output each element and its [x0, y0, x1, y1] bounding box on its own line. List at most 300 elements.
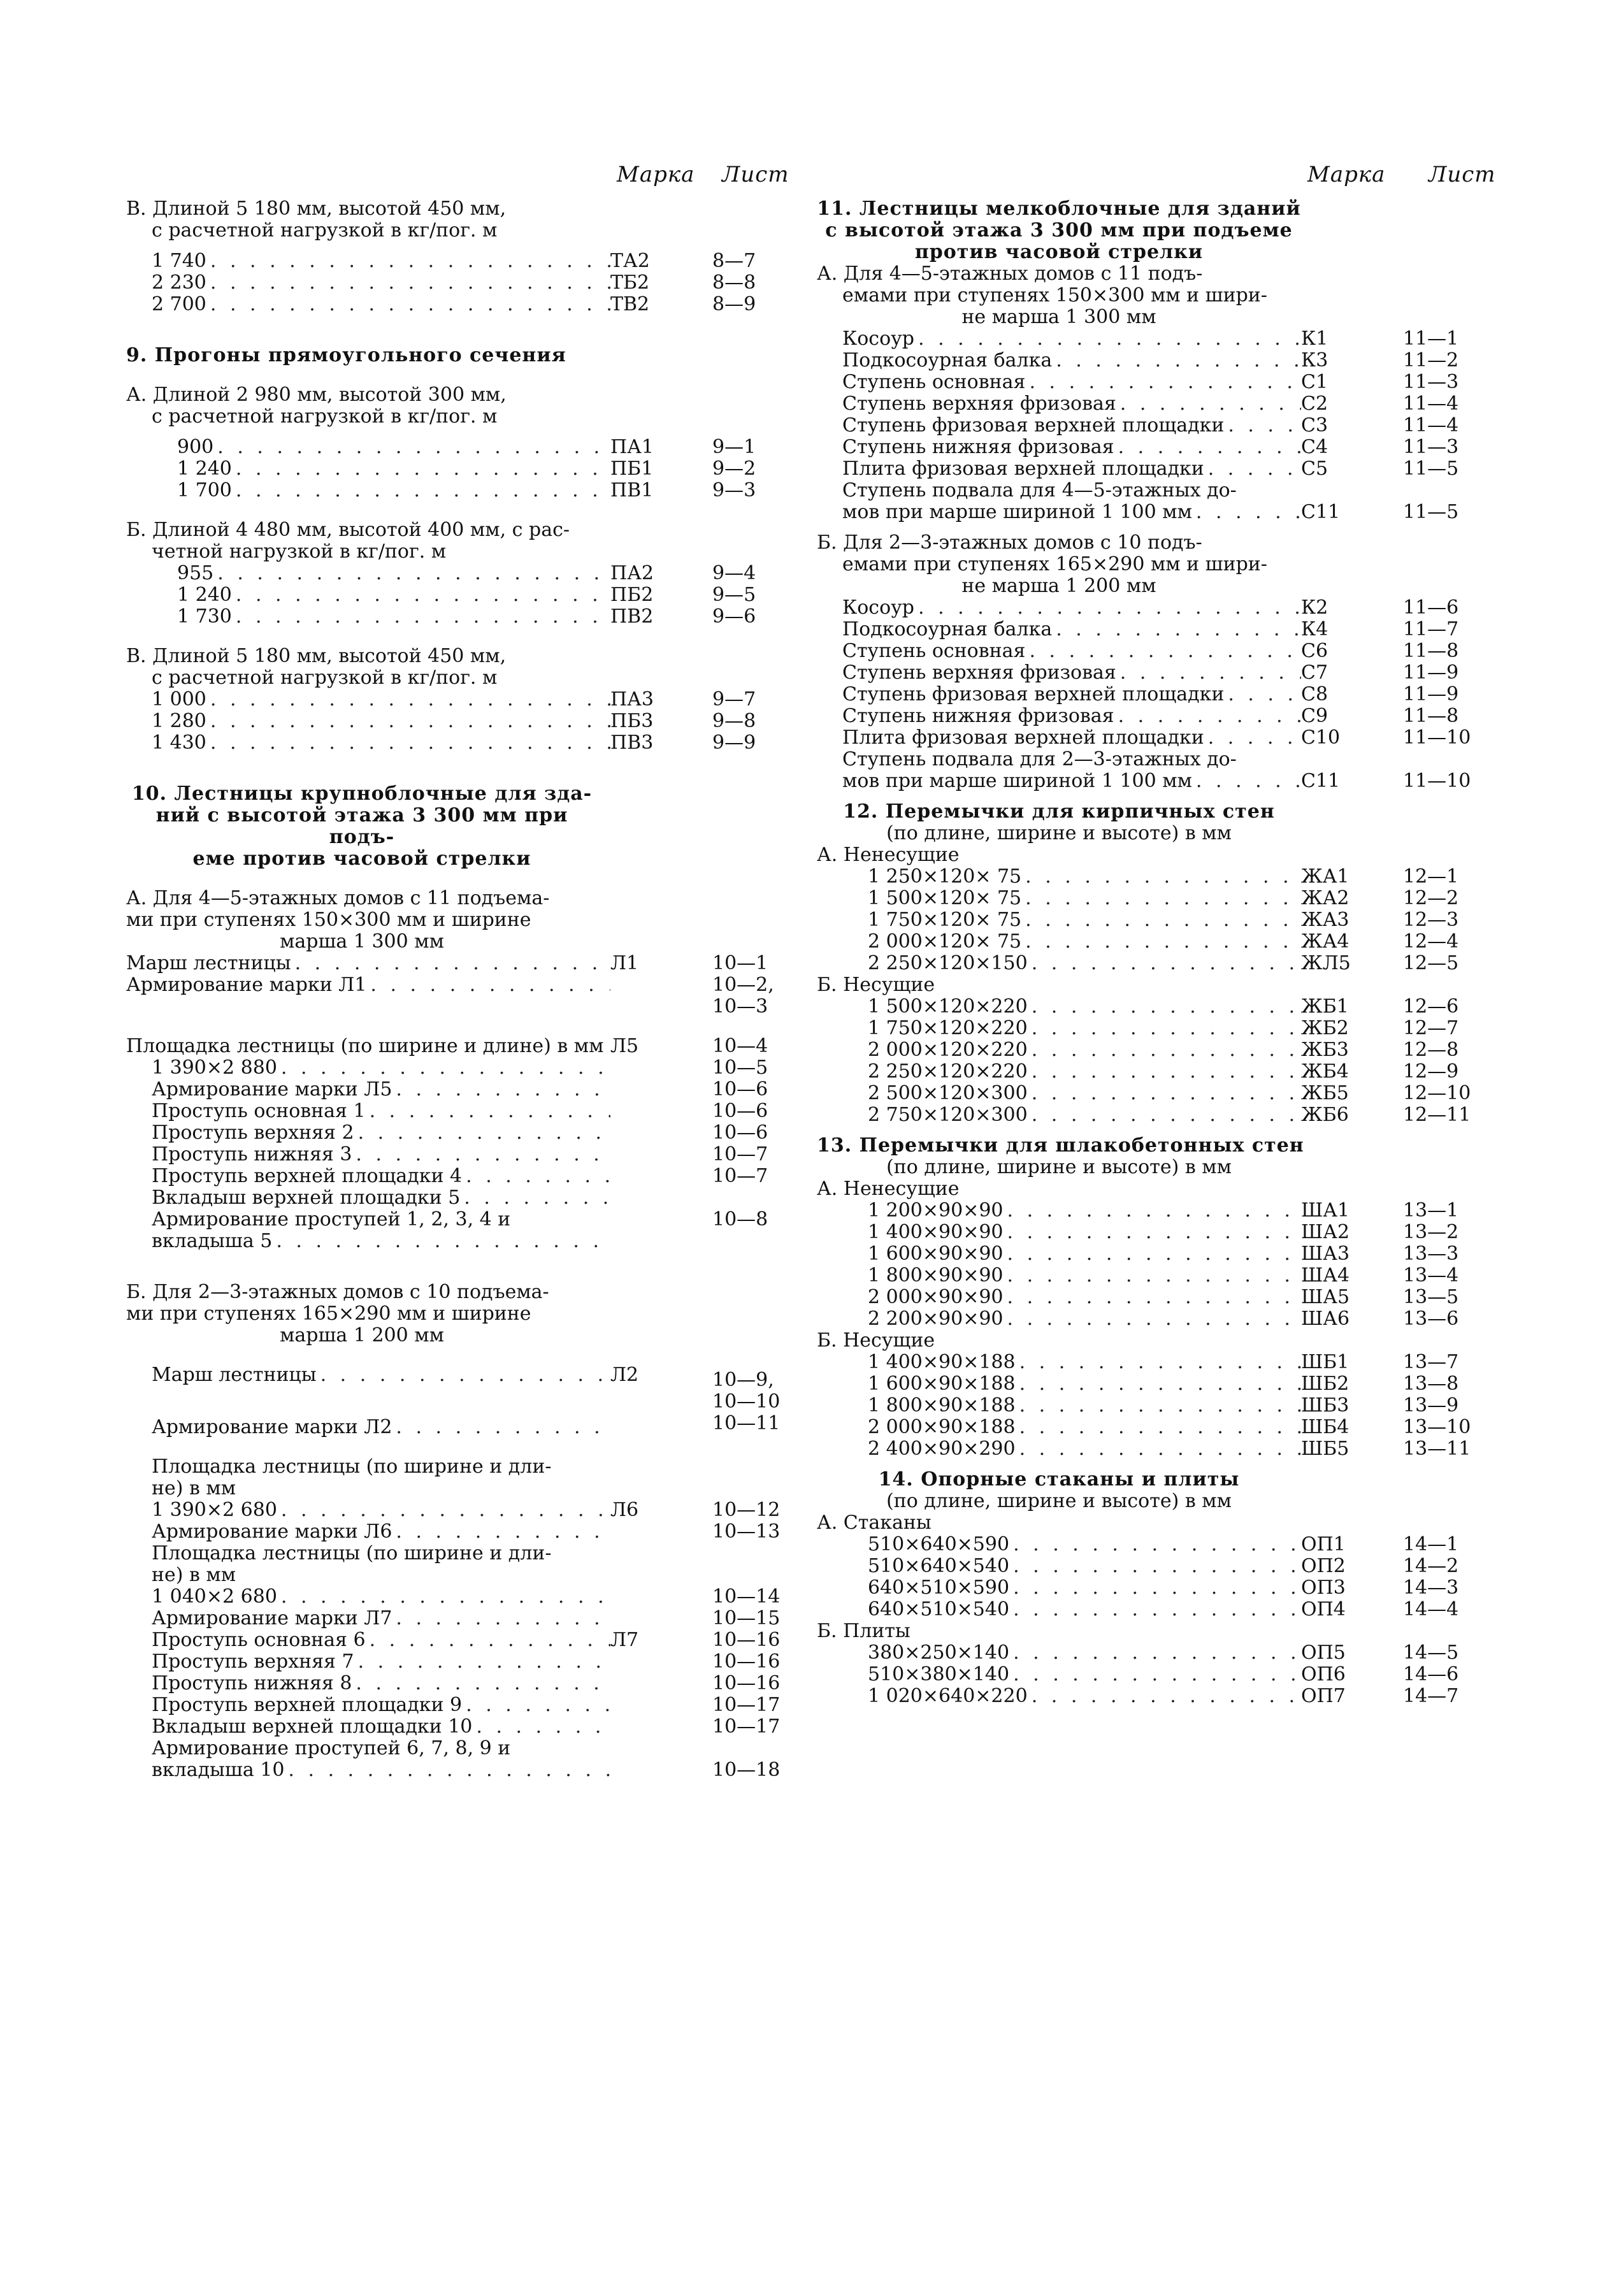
entry-label: Плита фризовая верхней площадки	[842, 458, 1204, 480]
entry-mark: ШБ2	[1301, 1373, 1349, 1395]
entry-label: Марш лестницы	[126, 952, 291, 974]
entry-label: 1 700	[177, 479, 232, 502]
section-title: с высотой этажа 3 300 мм при подъеме	[825, 219, 1293, 242]
entry-mark: ПБ1	[610, 458, 654, 480]
entry-marks: Л6 Л7	[610, 1499, 639, 1651]
entry-list	[817, 1642, 1530, 1707]
entry-label: 2 000×90×188	[868, 1416, 1016, 1438]
subsection-title: Б. Для 2—3-этажных домов с 10 подъ-	[817, 531, 1202, 554]
entry-label: Армирование марки Л1	[126, 974, 367, 996]
list-item	[126, 294, 795, 315]
entry-mark: ША3	[1301, 1243, 1350, 1265]
entry-mark: ПВ1	[610, 479, 654, 502]
section-title: еме против часовой стрелки	[192, 848, 531, 870]
entry-list	[817, 1200, 1530, 1330]
entry-sheet: 11—3	[1403, 371, 1459, 393]
subsection-title: марша 1 200 мм	[280, 1324, 444, 1347]
entry-sheet: 12—4	[1403, 930, 1459, 953]
entry-label: 2 750×120×300	[868, 1104, 1028, 1126]
entry-mark: С6	[1301, 640, 1328, 662]
list-item	[126, 606, 795, 628]
entry-list	[817, 328, 1530, 480]
list-item	[817, 953, 1530, 974]
entry-mark: ПА2	[610, 562, 654, 584]
entry-label: 1 750×120×220	[868, 1017, 1028, 1039]
entry-mark: ПБ3	[610, 710, 654, 732]
entry-label: Армирование марки Л7	[152, 1607, 392, 1629]
subsection-title: не марша 1 200 мм	[961, 575, 1156, 597]
column-header	[126, 164, 795, 189]
entry-label: 1 750×120× 75	[868, 909, 1022, 931]
subsection-title: не марша 1 300 мм	[961, 306, 1156, 328]
entry-sheet: 11—10	[1403, 770, 1471, 792]
entry-label: 1 600×90×188	[868, 1373, 1016, 1395]
entry-mark: С11	[1301, 501, 1341, 523]
entry-sheets: 10—12 10—13 10—14 10—15 10—16 10—16 10—16 10—17 10—17 10—18	[712, 1499, 781, 1781]
entry-sheet: 12—1	[1403, 865, 1459, 888]
entry-sheet: 11—3	[1403, 436, 1459, 458]
entry-sheet: 9—5	[712, 584, 756, 606]
list-item	[817, 1039, 1530, 1061]
entry-label: 1 280	[152, 710, 206, 732]
entry-mark: ТБ2	[610, 271, 650, 294]
entry-sheet: 12—2	[1403, 887, 1459, 909]
entry-mark: С8	[1301, 683, 1328, 705]
entry-label: 1 390×2 880	[152, 1057, 277, 1079]
entry-label: не) в мм	[152, 1477, 236, 1499]
entry-mark: ПБ2	[610, 584, 654, 606]
entry-label: 1 600×90×90	[868, 1243, 1004, 1265]
entry-label: Подкосоурная балка	[842, 349, 1053, 372]
entry-list	[126, 689, 795, 754]
subsection-title: емами при ступенях 150×300 мм и шири-	[842, 284, 1267, 307]
entry-sheet: 13—11	[1403, 1438, 1471, 1460]
entry-label: Армирование марки Л5	[152, 1078, 392, 1101]
entry-label: 1 500×120×220	[868, 995, 1028, 1018]
list-item	[817, 727, 1530, 749]
entry-mark: ПА1	[610, 436, 654, 458]
entry-block	[126, 953, 795, 1018]
entry-mark: ЖА4	[1301, 930, 1349, 953]
entry-mark: ШБ4	[1301, 1416, 1349, 1438]
entry-sheet: 14—5	[1403, 1642, 1459, 1664]
list-item	[817, 1373, 1530, 1395]
entry-label: 1 730	[177, 605, 232, 628]
entry-label: Площадка лестницы (по ширине и длине) в мм	[126, 1035, 604, 1057]
subsection-title: емами при ступенях 165×290 мм и шири-	[842, 553, 1267, 575]
entry-mark: ОП5	[1301, 1642, 1346, 1664]
entry-label: Армирование марки Л2	[152, 1416, 392, 1438]
list-item	[817, 393, 1530, 415]
list-item	[817, 640, 1530, 662]
entry-label: 2 500×120×300	[868, 1082, 1028, 1104]
entry-label: 2 250×120×220	[868, 1060, 1028, 1083]
list-item	[126, 584, 795, 606]
entry-mark: ПА3	[610, 688, 654, 711]
entry-list	[817, 1352, 1530, 1460]
list-item	[126, 689, 795, 711]
entry-mark: ЖБ2	[1301, 1017, 1349, 1039]
list-item	[126, 1122, 610, 1144]
entry-label: Ступень фризовая верхней площадки	[842, 683, 1225, 705]
list-item	[126, 458, 795, 480]
list-item	[817, 1664, 1530, 1686]
list-item	[126, 272, 795, 294]
list-item	[126, 1144, 610, 1166]
entry-mark: ША1	[1301, 1199, 1350, 1222]
entry-label: Армирование проступей 1, 2, 3, 4 и	[152, 1208, 511, 1231]
entry-mark: ОП3	[1301, 1577, 1346, 1599]
entry-mark: ЖБ4	[1301, 1060, 1349, 1083]
entry-list	[126, 250, 795, 315]
entry-list	[817, 1534, 1530, 1621]
entry-label: Ступень подвала для 4—5-этажных до-	[842, 479, 1237, 502]
list-item	[817, 1556, 1530, 1577]
subsection-title: В. Длиной 5 180 мм, высотой 450 мм,	[126, 198, 507, 220]
list-item	[817, 1308, 1530, 1330]
entry-mark: ЖА2	[1301, 887, 1349, 909]
section-title: 10. Лестницы крупноблочные для зда-	[131, 783, 593, 805]
subsection-title: с расчетной нагрузкой в кг/пог. м	[152, 405, 498, 428]
entry-mark: К4	[1301, 618, 1328, 640]
header-list: Лист	[1428, 162, 1496, 187]
entry-sheet: 13—1	[1403, 1199, 1459, 1222]
entry-sheet: 14—4	[1403, 1598, 1459, 1621]
entry-label: Косоур	[842, 328, 914, 350]
list-item	[126, 250, 795, 272]
entry-mark: ЖЛ5	[1301, 952, 1351, 974]
entry-label: 1 000	[152, 688, 206, 711]
entry-sheet: 11—1	[1403, 328, 1459, 350]
list-item	[126, 563, 795, 584]
entry-sheet: 11—4	[1403, 393, 1459, 415]
entry-label: 2 000×120× 75	[868, 930, 1022, 953]
list-item	[126, 1608, 610, 1629]
entry-sheet: 8—8	[712, 271, 756, 294]
list-item	[817, 1686, 1530, 1707]
list-item	[817, 662, 1530, 684]
header-marka: Марка	[617, 162, 695, 187]
entry-sheet: 11—7	[1403, 618, 1459, 640]
entry-label: Проступь верхней площадки 4	[152, 1165, 463, 1187]
entry-mark: ОП7	[1301, 1685, 1346, 1707]
entry-label: 2 700	[152, 293, 206, 315]
entry-mark: С1	[1301, 371, 1328, 393]
entry-label: Проступь верхняя 7	[152, 1650, 354, 1673]
entry-sheet: 8—7	[712, 250, 756, 272]
entry-sheets: 10—9, 10—10	[712, 1369, 781, 1413]
entry-label: 1 200×90×90	[868, 1199, 1004, 1222]
entry-mark: ЖБ5	[1301, 1082, 1349, 1104]
entry-sheet: 11—10	[1403, 726, 1471, 749]
subsection-title: А. Ненесущие	[817, 844, 960, 866]
list-item	[817, 437, 1530, 458]
entry-mark: С7	[1301, 661, 1328, 684]
entry-label: Косоур	[842, 596, 914, 619]
subsection-title: А. Для 4—5-этажных домов с 11 подъ-	[817, 263, 1203, 285]
entry-label: 2 200×90×90	[868, 1308, 1004, 1330]
entry-mark: ША4	[1301, 1264, 1350, 1287]
list-item	[817, 866, 1530, 888]
entry-sheet: 12—6	[1403, 995, 1459, 1018]
entry-sheet: 14—7	[1403, 1685, 1459, 1707]
entry-mark: ЖА3	[1301, 909, 1349, 931]
entry-label: 1 390×2 680	[152, 1499, 277, 1521]
entry-label: 510×640×540	[868, 1555, 1010, 1577]
entry-label: Ступень нижняя фризовая	[842, 436, 1114, 458]
entry-sheet: 13—6	[1403, 1308, 1459, 1330]
entry-label: 1 040×2 680	[152, 1585, 277, 1608]
entry-mark: ПВ2	[610, 605, 654, 628]
section-title: ний с высотой этажа 3 300 мм при подъ-	[155, 804, 568, 848]
entry-label: 640×510×540	[868, 1598, 1010, 1621]
list-item	[126, 1166, 610, 1187]
entry-block	[126, 1036, 795, 1252]
entry-sheet: 11—6	[1403, 596, 1459, 619]
entry-label: Ступень основная	[842, 371, 1026, 393]
entry-label: Проступь основная 1	[152, 1100, 366, 1122]
subsection-title: А. Стаканы	[817, 1512, 932, 1534]
list-item	[817, 458, 1530, 480]
list-item	[126, 480, 795, 502]
section-subtitle: (по длине, ширине и высоте) в мм	[886, 822, 1232, 844]
entry-label: 2 250×120×150	[868, 952, 1028, 974]
list-item	[817, 1395, 1530, 1417]
subsection-title: Б. Длиной 4 480 мм, высотой 400 мм, с рас-	[126, 519, 570, 541]
subsection-title: Б. Для 2—3-этажных домов с 10 подъема-	[126, 1281, 549, 1303]
section-title: 9. Прогоны прямоугольного сечения	[126, 344, 566, 366]
entry-label: 1 250×120× 75	[868, 865, 1022, 888]
entry-sheet: 11—9	[1403, 661, 1459, 684]
entry-sheet: 11—2	[1403, 349, 1459, 372]
list-item	[126, 1101, 610, 1122]
list-item	[126, 1187, 610, 1209]
entry-list	[817, 866, 1530, 974]
header-list: Лист	[722, 162, 789, 187]
entry-list	[126, 437, 795, 502]
section-subtitle: (по длине, ширине и высоте) в мм	[886, 1490, 1232, 1512]
entry-mark: ЖБ1	[1301, 995, 1349, 1018]
list-item	[817, 1417, 1530, 1438]
entry-sheets: 10—4 10—5 10—6 10—6 10—6 10—7 10—7 10—8	[712, 1035, 768, 1231]
entry-label: 900	[177, 436, 214, 458]
list-item	[817, 996, 1530, 1018]
entry-sheet: 11—5	[1403, 458, 1459, 480]
entry-sheet: 11—5	[1403, 501, 1459, 523]
section-title: 14. Опорные стаканы и плиты	[878, 1468, 1240, 1491]
entry-sheet: 13—10	[1403, 1416, 1471, 1438]
entry-label: Проступь верхняя 2	[152, 1122, 354, 1144]
subsection-title: А. Длиной 2 980 мм, высотой 300 мм,	[126, 384, 507, 406]
subsection-title: Б. Несущие	[817, 974, 935, 996]
section-title: 12. Перемычки для кирпичных стен	[843, 800, 1275, 823]
subsection-title: с расчетной нагрузкой в кг/пог. м	[152, 219, 498, 242]
subsection-title: А. Для 4—5-этажных домов с 11 подъема-	[126, 887, 550, 909]
entry-label: 1 500×120× 75	[868, 887, 1022, 909]
subsection-title: Б. Плиты	[817, 1620, 910, 1642]
entry-label: 1 240	[177, 584, 232, 606]
list-item	[126, 711, 795, 732]
entry-mark: ША6	[1301, 1308, 1350, 1330]
subsection-title: четной нагрузкой в кг/пог. м	[152, 540, 447, 563]
entry-label: 1 740	[152, 250, 206, 272]
entry-sheet: 13—8	[1403, 1373, 1459, 1395]
entry-label: 1 400×90×90	[868, 1221, 1004, 1243]
subsection-title: ми при ступенях 150×300 мм и ширине	[126, 909, 531, 931]
subsection-title: А. Ненесущие	[817, 1178, 960, 1200]
entry-sheet: 14—2	[1403, 1555, 1459, 1577]
entry-label: Проступь основная 6	[152, 1629, 366, 1651]
section-title: против часовой стрелки	[914, 241, 1204, 263]
entry-sheet: 12—3	[1403, 909, 1459, 931]
section-subtitle: (по длине, ширине и высоте) в мм	[886, 1156, 1232, 1178]
subsection-title: с расчетной нагрузкой в кг/пог. м	[152, 667, 498, 689]
left-column	[126, 164, 795, 1781]
entry-sheet: 9—6	[712, 605, 756, 628]
list-item	[126, 1079, 610, 1101]
header-marka: Марка	[1307, 162, 1386, 187]
entry-mark: С3	[1301, 414, 1328, 437]
list-item	[817, 597, 1530, 619]
entry-label: вкладыша 5	[152, 1230, 273, 1252]
list-item	[817, 1243, 1530, 1265]
section-title: 11. Лестницы мелкоблочные для зданий	[817, 198, 1301, 220]
entry-mark: ЖА1	[1301, 865, 1349, 888]
right-column	[817, 164, 1530, 1707]
list-item	[817, 1061, 1530, 1083]
list-item	[126, 1694, 610, 1716]
entry-mark: ЖБ3	[1301, 1039, 1349, 1061]
entry-label: 510×380×140	[868, 1663, 1010, 1686]
entry-sheet: 8—9	[712, 293, 756, 315]
entry-sheet: 12—11	[1403, 1104, 1471, 1126]
entry-sheet: 9—9	[712, 732, 756, 754]
list-item	[126, 1716, 610, 1738]
entry-label: Плита фризовая верхней площадки	[842, 726, 1204, 749]
list-item	[817, 1599, 1530, 1621]
entry-mark: ТА2	[610, 250, 650, 272]
entry-block	[817, 749, 1530, 792]
entry-label: 1 800×90×90	[868, 1264, 1004, 1287]
entry-label: Площадка лестницы (по ширине и дли-	[152, 1455, 552, 1478]
entry-label: 510×640×590	[868, 1533, 1010, 1556]
entry-label: Площадка лестницы (по ширине и дли-	[152, 1542, 552, 1564]
entry-sheet: 13—7	[1403, 1351, 1459, 1373]
entry-label: 1 400×90×188	[868, 1351, 1016, 1373]
entry-sheet: 12—7	[1403, 1017, 1459, 1039]
entry-mark: Л2	[610, 1364, 639, 1386]
entry-mark: ПВ3	[610, 732, 654, 754]
entry-mark: ОП1	[1301, 1533, 1346, 1556]
entry-sheet: 13—4	[1403, 1264, 1459, 1287]
list-item	[817, 705, 1530, 727]
entry-mark: К2	[1301, 596, 1328, 619]
entry-mark: ТВ2	[610, 293, 650, 315]
entry-mark: ОП4	[1301, 1598, 1346, 1621]
entry-label: 2 000×90×90	[868, 1286, 1004, 1308]
entry-mark: С2	[1301, 393, 1328, 415]
list-item	[126, 1673, 610, 1694]
entry-mark: С10	[1301, 726, 1341, 749]
entry-list	[817, 597, 1530, 749]
entry-sheet: 10—11	[712, 1412, 781, 1434]
list-item	[817, 619, 1530, 640]
entry-label: 1 800×90×188	[868, 1394, 1016, 1417]
list-item	[817, 888, 1530, 909]
entry-label: 2 400×90×290	[868, 1438, 1016, 1460]
list-item	[817, 684, 1530, 705]
entry-mark: Л5	[610, 1035, 639, 1057]
entry-sheet: 9—7	[712, 688, 756, 711]
entry-label: 1 430	[152, 732, 206, 754]
entry-label: 640×510×590	[868, 1577, 1010, 1599]
entry-list	[817, 996, 1530, 1126]
entry-label: 1 240	[177, 458, 232, 480]
list-item	[126, 732, 795, 754]
entry-label: Ступень нижняя фризовая	[842, 705, 1114, 727]
entry-mark: С11	[1301, 770, 1341, 792]
entry-label: Ступень подвала для 2—3-этажных до-	[842, 748, 1237, 770]
list-item	[126, 437, 795, 458]
entry-sheet: 9—1	[712, 436, 756, 458]
subsection-title: марша 1 300 мм	[280, 930, 444, 953]
list-item	[817, 1222, 1530, 1243]
entry-label: Вкладыш верхней площадки 5	[152, 1187, 461, 1209]
list-item	[817, 1352, 1530, 1373]
entry-mark: ШБ1	[1301, 1351, 1349, 1373]
entry-sheet: 14—1	[1403, 1533, 1459, 1556]
entry-sheet: 13—2	[1403, 1221, 1459, 1243]
entry-label: 2 000×120×220	[868, 1039, 1028, 1061]
entry-mark: Л1	[610, 952, 639, 974]
entry-mark: ЖБ6	[1301, 1104, 1349, 1126]
entry-label: 1 020×640×220	[868, 1685, 1028, 1707]
subsection-title: В. Длиной 5 180 мм, высотой 450 мм,	[126, 645, 507, 667]
list-item	[817, 1534, 1530, 1556]
entry-mark: С5	[1301, 458, 1328, 480]
list-item	[126, 1651, 610, 1673]
entry-mark: К3	[1301, 349, 1328, 372]
list-item	[817, 1104, 1530, 1126]
section-title: 13. Перемычки для шлакобетонных стен	[817, 1134, 1304, 1157]
entry-mark: ША2	[1301, 1221, 1350, 1243]
entry-label: Проступь нижняя 8	[152, 1672, 352, 1694]
entry-sheet: 9—8	[712, 710, 756, 732]
entry-sheet: 11—8	[1403, 705, 1459, 727]
entry-mark: ШБ5	[1301, 1438, 1349, 1460]
entry-label: Ступень фризовая верхней площадки	[842, 414, 1225, 437]
entry-sheet: 12—10	[1403, 1082, 1471, 1104]
list-item	[817, 1083, 1530, 1104]
list-item	[126, 1629, 610, 1651]
list-item	[817, 1265, 1530, 1287]
list-item	[817, 931, 1530, 953]
entry-label: 955	[177, 562, 214, 584]
entry-sheet: 14—6	[1403, 1663, 1459, 1686]
subsection-title: Б. Несущие	[817, 1329, 935, 1352]
entry-label: вкладыша 10	[152, 1759, 285, 1781]
list-item	[817, 909, 1530, 931]
list-item	[817, 328, 1530, 350]
entry-mark: ШБ3	[1301, 1394, 1349, 1417]
column-header	[817, 164, 1530, 189]
subsection-title: ми при ступенях 165×290 мм и ширине	[126, 1303, 531, 1325]
entry-sheet: 11—8	[1403, 640, 1459, 662]
entry-label: мов при марше шириной 1 100 мм	[842, 501, 1192, 523]
entry-label: не) в мм	[152, 1564, 236, 1586]
entry-sheet: 12—5	[1403, 952, 1459, 974]
entry-label: Проступь нижняя 3	[152, 1143, 352, 1166]
